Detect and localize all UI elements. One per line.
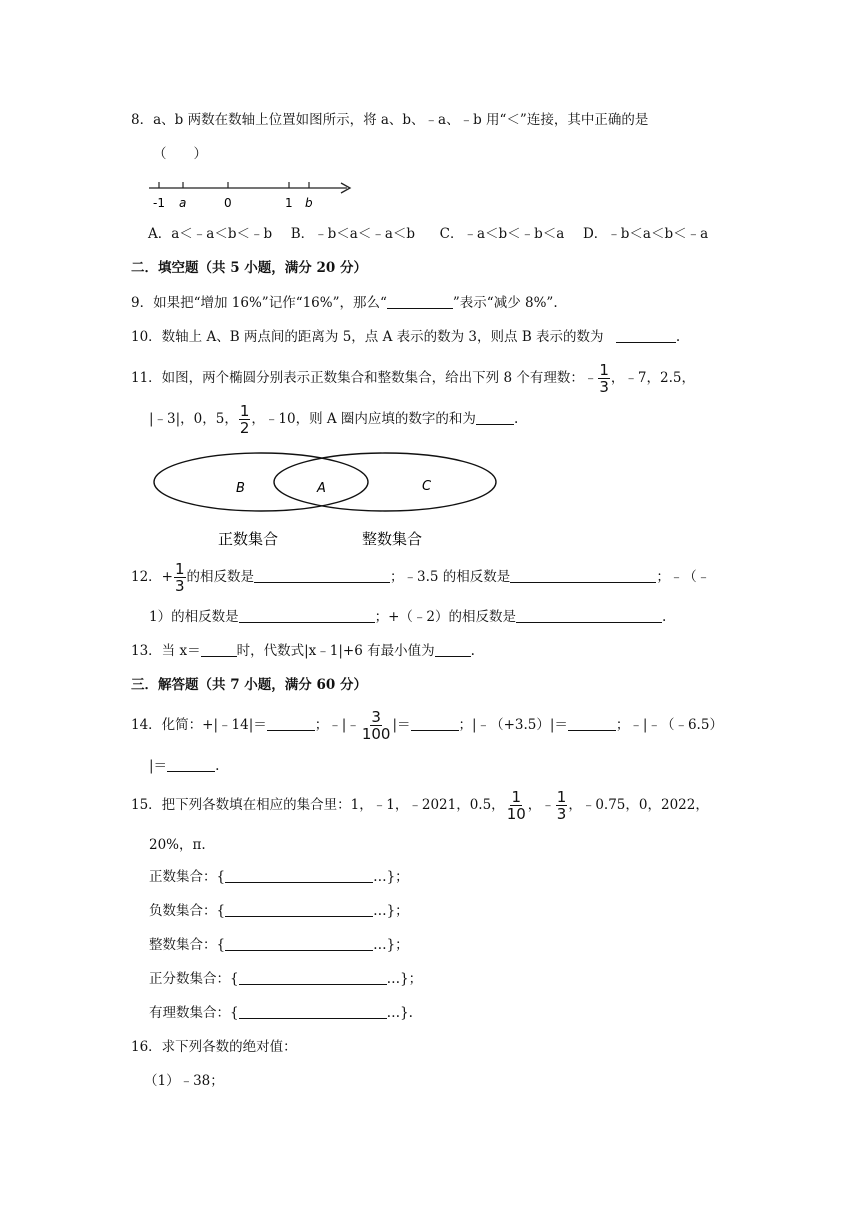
frac-num: 1 [556, 788, 567, 806]
q14-fraction [361, 709, 392, 742]
venn-caption-integer: 整数集合 [362, 530, 423, 548]
set-label: 负数集合：{ [149, 903, 226, 919]
q12-blank-3[interactable] [239, 608, 375, 623]
q14-text-a: 14．化简：+|﹣14|＝ [131, 717, 267, 733]
q14-text-b: ；﹣|﹣ [314, 717, 360, 733]
q14-blank-1[interactable] [267, 716, 315, 731]
set-blank[interactable] [225, 902, 373, 917]
axis-label-1: 1 [285, 196, 293, 210]
axis-label-0: 0 [224, 196, 232, 210]
q9-answer-blank[interactable] [387, 294, 453, 309]
q8-option-a[interactable]: A．a＜﹣a＜b＜﹣b [148, 226, 273, 242]
set-blank[interactable] [239, 1004, 387, 1019]
set-tail: …}； [386, 971, 423, 987]
q12-text-d: ；﹣（﹣ [656, 569, 711, 585]
frac-den: 100 [361, 725, 391, 743]
q15-set-integer [149, 935, 409, 955]
q11-text-1: 11．如图，两个椭圆分别表示正数集合和整数集合，给出下列 8 个有理数： [131, 370, 584, 386]
q9 [131, 293, 558, 313]
q11-venn-diagram [150, 450, 505, 552]
section-2-heading: 二．填空题（共 5 小题，满分 20 分） [131, 260, 367, 276]
q13 [131, 641, 475, 661]
frac-num: 1 [511, 788, 521, 806]
q14-blank-3[interactable] [568, 716, 616, 731]
q11-end: . [513, 411, 519, 427]
q15-text-b: ，﹣ [527, 797, 555, 813]
q8-option-b[interactable]: B．﹣b＜a＜﹣a＜b [290, 226, 416, 242]
venn-label-b: B [236, 481, 245, 496]
q15-set-positive [149, 867, 409, 887]
q15-text-a: 15．把下列各数填在相应的集合里：1，﹣1，﹣2021，0.5， [131, 797, 505, 813]
frac-den: 3 [175, 577, 185, 595]
axis-label-neg1: -1 [153, 196, 165, 210]
q11-text-2: ，﹣7，2.5， [610, 370, 695, 386]
q11-text-3: |﹣3|，0，5， [149, 411, 238, 427]
q11-line1 [131, 361, 695, 395]
q12-line2 [149, 607, 666, 627]
frac-den: 10 [506, 805, 526, 823]
q11-text-4: ，﹣10，则 A 圈内应填的数字的和为 [251, 411, 476, 427]
q12-text-f: ；+（﹣2）的相反数是 [374, 609, 516, 625]
q15-text-c: ，﹣0.75，0，2022， [568, 797, 709, 813]
q10-end: . [675, 329, 681, 345]
set-blank[interactable] [225, 936, 373, 951]
q11-answer-blank[interactable] [476, 410, 514, 425]
q14-blank-4[interactable] [167, 757, 215, 772]
section-3-heading: 三．解答题（共 7 小题，满分 60 分） [131, 677, 367, 693]
q8-options [148, 224, 708, 244]
q9-text-after: ”表示“减少 8%”. [452, 295, 558, 311]
q15-fraction-2 [556, 789, 568, 822]
q12-text-e: 1）的相反数是 [149, 609, 239, 625]
set-label: 有理数集合：{ [149, 1005, 239, 1021]
q15-set-rational [149, 1003, 413, 1023]
q13-text-a: 13．当 x＝ [131, 643, 201, 659]
q14-line1 [131, 706, 723, 744]
q8-option-c[interactable]: C．﹣a＜b＜﹣b＜a [439, 226, 565, 242]
q15-fraction-1 [506, 789, 527, 822]
q11-frac1-sign: ﹣ [583, 370, 598, 386]
set-tail: …}； [373, 937, 409, 953]
q14-text-f: |＝ [149, 758, 168, 774]
q12-text-a: 12．+ [131, 569, 173, 585]
venn-label-c: C [422, 479, 432, 494]
q12-fraction [174, 561, 186, 594]
q12-line1 [131, 560, 710, 594]
q9-text-before: 9．如果把“增加 16%”记作“16%”，那么“ [131, 295, 387, 311]
set-tail: …}； [373, 903, 409, 919]
q14-line2 [149, 756, 219, 776]
frac-den: 2 [239, 419, 250, 437]
q13-text-b: 时，代数式|x﹣1|+6 有最小值为 [236, 643, 435, 659]
frac-num: 1 [175, 560, 185, 578]
q13-end: . [470, 643, 475, 659]
q15-set-positive-fraction [149, 969, 422, 989]
q15-line1 [131, 786, 709, 824]
q12-blank-4[interactable] [516, 608, 662, 623]
frac-den: 3 [556, 805, 567, 823]
q14-text-e: ；﹣|﹣（﹣6.5） [615, 717, 723, 733]
set-tail: …}. [386, 1005, 413, 1021]
q16-stem: 16．求下列各数的绝对值： [131, 1039, 297, 1055]
set-tail: …}； [373, 869, 409, 885]
q13-blank-2[interactable] [435, 642, 471, 657]
q10-answer-blank[interactable] [616, 328, 676, 343]
frac-num: 3 [371, 708, 381, 726]
q15-line2: 20%，π. [149, 837, 206, 853]
frac-den: 3 [599, 378, 609, 396]
q12-blank-1[interactable] [254, 568, 390, 583]
q16-item-1: （1）﹣38； [144, 1073, 224, 1089]
set-label: 正分数集合：{ [149, 971, 239, 987]
q12-end: . [662, 609, 667, 625]
q13-blank-1[interactable] [201, 642, 237, 657]
q8-option-d[interactable]: D．﹣b＜a＜b＜﹣a [582, 226, 709, 242]
q11-fraction-2 [239, 403, 251, 436]
frac-num: 1 [239, 402, 250, 420]
frac-num: 1 [599, 361, 609, 379]
q11-line2 [149, 402, 518, 436]
set-blank[interactable] [225, 868, 373, 883]
q14-text-c: |＝ [392, 717, 411, 733]
set-blank[interactable] [239, 970, 387, 985]
q15-set-negative [149, 901, 409, 921]
q10 [131, 327, 680, 347]
axis-label-a: a [179, 196, 187, 210]
q12-text-c: ；﹣3.5 的相反数是 [390, 569, 511, 585]
integer-set-ellipse [274, 453, 496, 511]
q12-blank-2[interactable] [510, 568, 656, 583]
venn-caption-positive: 正数集合 [218, 530, 279, 548]
set-label: 正数集合：{ [149, 869, 226, 885]
q14-blank-2[interactable] [411, 716, 459, 731]
q12-text-b: 的相反数是 [186, 569, 255, 585]
q14-end: . [215, 758, 220, 774]
q8-stem: 8．a、b 两数在数轴上位置如图所示，将 a、b、﹣a、﹣b 用“＜”连接，其中正确的是 [131, 112, 649, 128]
positive-set-ellipse [154, 453, 368, 511]
q11-fraction-1 [598, 362, 610, 395]
axis-label-b: b [305, 196, 313, 210]
q10-text: 10．数轴上 A、B 两点间的距离为 5，点 A 表示的数为 3，则点 B 表示的数为 [131, 329, 604, 345]
q8-number-line [145, 172, 360, 214]
q14-text-d: ；|﹣（+3.5）|＝ [458, 717, 568, 733]
set-label: 整数集合：{ [149, 937, 226, 953]
q8-answer-paren: （ ） [153, 146, 207, 162]
venn-label-a: A [317, 481, 326, 496]
